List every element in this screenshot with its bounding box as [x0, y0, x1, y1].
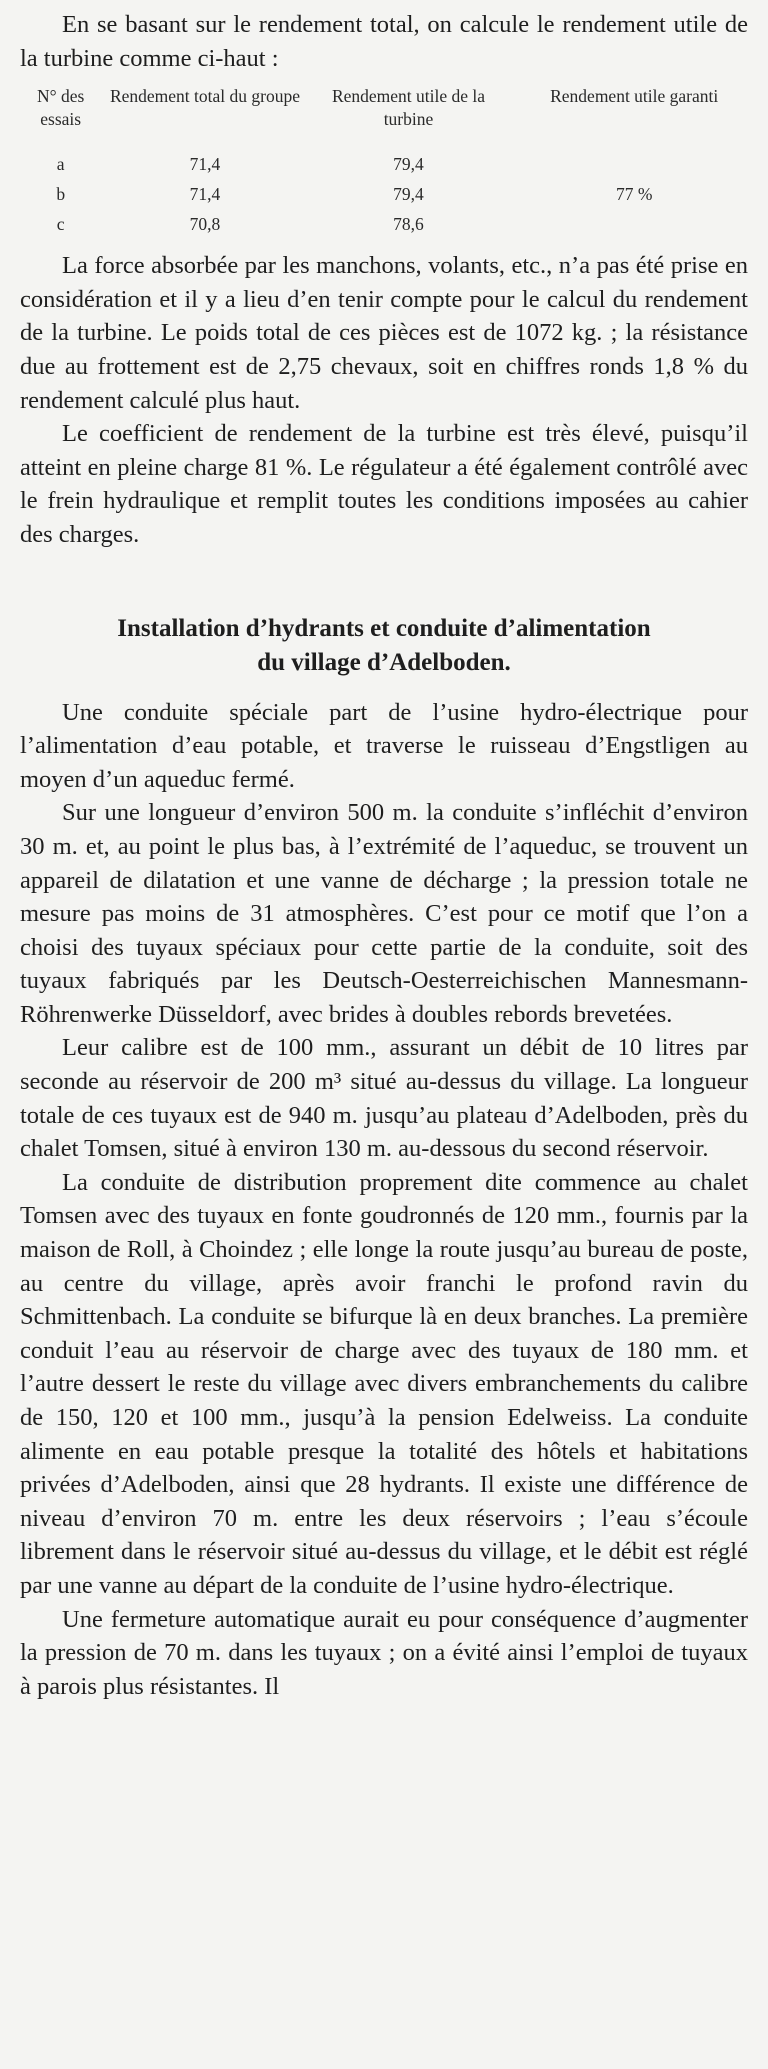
- column-header-rendement-garanti: Rendement utile garanti: [550, 86, 719, 107]
- intro-paragraph: En se basant sur le rendement total, on calcule le rendement utile de la turbine comme ci-haut :: [20, 11, 748, 72]
- paragraph-calibre: Leur calibre est de 100 mm., assurant un débit de 10 litres par seconde au réservoir de 200 m³ situé au-dessus du village. La longueur totale de ces tuyaux est de 940 m. jusqu’au plateau d’Adelboden, près du chalet Tomsen, situé à environ 130 m. au-dessous du second réservoir.: [20, 1034, 748, 1163]
- cell-rendement-total: 70,8: [189, 214, 221, 235]
- cell-rendement-garanti: 77 %: [615, 184, 653, 205]
- paragraph-distribution: La conduite de distribution proprement dite commence au chalet Tomsen avec des tuyaux en fonte goudronnés de 120 mm., fournis par la maison de Roll, à Choindez ; elle longe la route jusqu’au bureau de poste, au centre du village, après avoir franchi le profond ravin du Schmittenbach. La conduite se bifurque là en deux branches. La première conduit l’eau au réservoir de charge avec des tuyaux de 180 mm. et l’autre dessert le reste du village avec divers embranchements du calibre de 150, 120 et 100 mm., jusqu’à la pension Edelweiss. La conduite alimente en eau potable presque la totalité des hôtels et habitations privées d’Adelboden, ainsi que 28 hydrants. Il existe une différence de niveau d’environ 70 m. entre les deux réservoirs ; l’eau s’écoule librement dans le réservoir situé au-dessus du village, et le débit est réglé par une vanne au départ de la conduite de l’usine hydro-électrique.: [20, 1168, 748, 1599]
- section-title: [20, 612, 748, 680]
- paragraph-conduite-speciale: Une conduite spéciale part de l’usine hydro-électrique pour l’alimentation d’eau potable, et traverse le ruisseau d’Engstligen au moyen d’un aqueduc fermé.: [20, 698, 748, 793]
- table-row: [20, 149, 760, 179]
- section-title-line-1: Installation d’hydrants et conduite d’alimentation: [117, 614, 651, 642]
- cell-essai: a: [56, 154, 65, 175]
- cell-rendement-garanti: [508, 149, 760, 179]
- cell-essai: c: [56, 214, 65, 235]
- cell-rendement-utile: 79,4: [393, 184, 424, 205]
- section-title-line-2: du village d’Adelboden.: [257, 648, 511, 676]
- column-header-rendement-utile: Rendement utile de la turbine: [331, 86, 486, 130]
- cell-essai: b: [56, 184, 66, 205]
- table-row: [20, 179, 760, 209]
- table-header-row: [20, 85, 760, 149]
- column-header-essais: N° des essais: [37, 86, 85, 130]
- cell-rendement-utile: 78,6: [393, 214, 424, 235]
- cell-rendement-total: 71,4: [189, 184, 221, 205]
- paragraph-coefficient: Le coefficient de rendement de la turbine est très élevé, puisqu’il atteint en pleine charge 81 %. Le régulateur a été également contrôlé avec le frein hydraulique et remplit toutes les conditions imposées au cahier des charges.: [20, 420, 748, 548]
- column-header-rendement-total: Rendement total du groupe: [109, 86, 300, 107]
- paragraph-fermeture: Une fermeture automatique aurait eu pour conséquence d’augmenter la pression de 70 m. dans les tuyaux ; on a évité ainsi l’emploi de tuyaux à parois plus résistantes. Il: [20, 1605, 748, 1700]
- table-row: [20, 209, 760, 239]
- paragraph-longueur: Sur une longueur d’environ 500 m. la conduite s’infléchit d’environ 30 m. et, au point le plus bas, à l’extrémité de l’aqueduc, se trouvent un appareil de dilatation et une vanne de décharge ; la pression totale ne mesure pas moins de 31 atmosphères. C’est pour ce motif que l’on a choisi des tuyaux spéciaux pour cette partie de la conduite, soit des tuyaux fabriqués par les Deutsch-Oesterreichischen Mannesmann-Röhrenwerke Düsseldorf, avec brides à doubles rebords brevetées.: [20, 799, 748, 1028]
- cell-rendement-total: 71,4: [189, 154, 221, 175]
- paragraph-force-absorbee: La force absorbée par les manchons, volants, etc., n’a pas été prise en considération et il y a lieu d’en tenir compte pour le calcul du rendement de la turbine. Le poids total de ces pièces est de 1072 kg. ; la résistance due au frottement est de 2,75 chevaux, soit en chiffres ronds 1,8 % du rendement calculé plus haut.: [20, 252, 748, 414]
- cell-rendement-utile: 79,4: [393, 154, 424, 175]
- efficiency-table: [20, 85, 760, 239]
- cell-rendement-garanti: [508, 209, 760, 239]
